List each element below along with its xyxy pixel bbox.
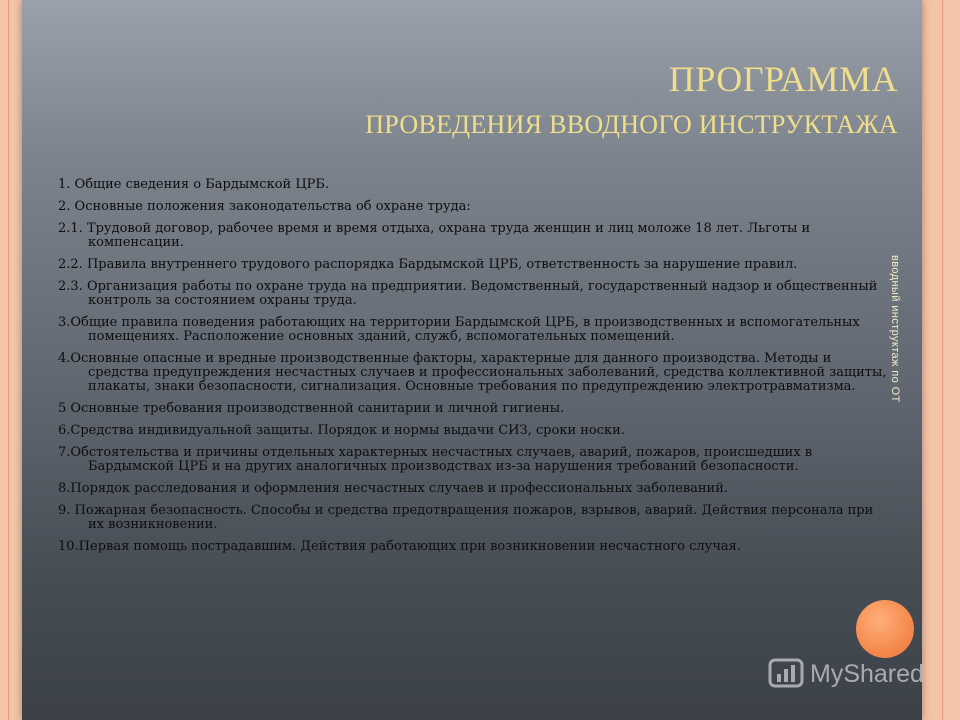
list-item: 6.Средства индивидуальной защиты. Порядок и нормы выдачи СИЗ, сроки носки. [58, 423, 625, 438]
slide-title: ПРОГРАММА [668, 59, 898, 99]
list-item: 2.2. Правила внутреннего трудового распорядка Бардымской ЦРБ, ответственность за нарушение правил. [58, 257, 798, 272]
list-item: 2.1. Трудовой договор, рабочее время и время отдыха, охрана труда женщин и лиц моложе 18 лет. Льготы и компенсации. [58, 221, 811, 250]
list-item: 9. Пожарная безопасность. Способы и средства предотвращения пожаров, взрывов, аварий. Действия персонала при их возникновении. [58, 503, 874, 532]
list-item: 7.Обстоятельства и причины отдельных характерных несчастных случаев, аварий, пожаров, происшедших в Бардымской ЦРБ и на других аналогичных производствах из-за нарушения требований безопасности. [58, 445, 813, 474]
list-item: 5 Основные требования производственной санитарии и личной гигиены. [58, 401, 565, 416]
slide-subtitle: ПРОВЕДЕНИЯ ВВОДНОГО ИНСТРУКТАЖА [365, 110, 898, 139]
program-list [58, 178, 888, 562]
list-item: 10.Первая помощь пострадавшим. Действия работающих при возникновении несчастного случая. [58, 539, 741, 554]
list-item: 2.3. Организация работы по охране труда на предприятии. Ведомственный, государственный надзор и общественный контроль за состоянием охраны труда. [58, 279, 878, 308]
decorative-circle [856, 600, 914, 658]
side-label: вводный инструктаж по ОТ [889, 255, 901, 403]
list-item: 2. Основные положения законодательства об охране труда: [58, 199, 471, 214]
list-item: 8.Порядок расследования и оформления несчастных случаев и профессиональных заболеваний. [58, 481, 729, 496]
frame-line-right [942, 0, 943, 720]
watermark-text: MyShared [810, 659, 924, 688]
list-item: 3.Общие правила поведения работающих на территории Бардымской ЦРБ, в производственных и вспомогательных помещениях. Расположение основных зданий, служб, вспомогательных помещений. [58, 315, 860, 344]
list-item: 4.Основные опасные и вредные производственные факторы, характерные для данного производства. Методы и средства предупреждения несчастных случаев и профессиональных заболеваний, средства коллективной защиты, плакаты, знаки безопасности, сигнализация. Основные требования по предупреждению электротравматизма. [58, 351, 887, 394]
list-item: 1. Общие сведения о Бардымской ЦРБ. [58, 177, 330, 192]
frame-line-left [8, 0, 9, 720]
myshared-logo-icon [768, 656, 804, 692]
watermark [768, 655, 924, 693]
